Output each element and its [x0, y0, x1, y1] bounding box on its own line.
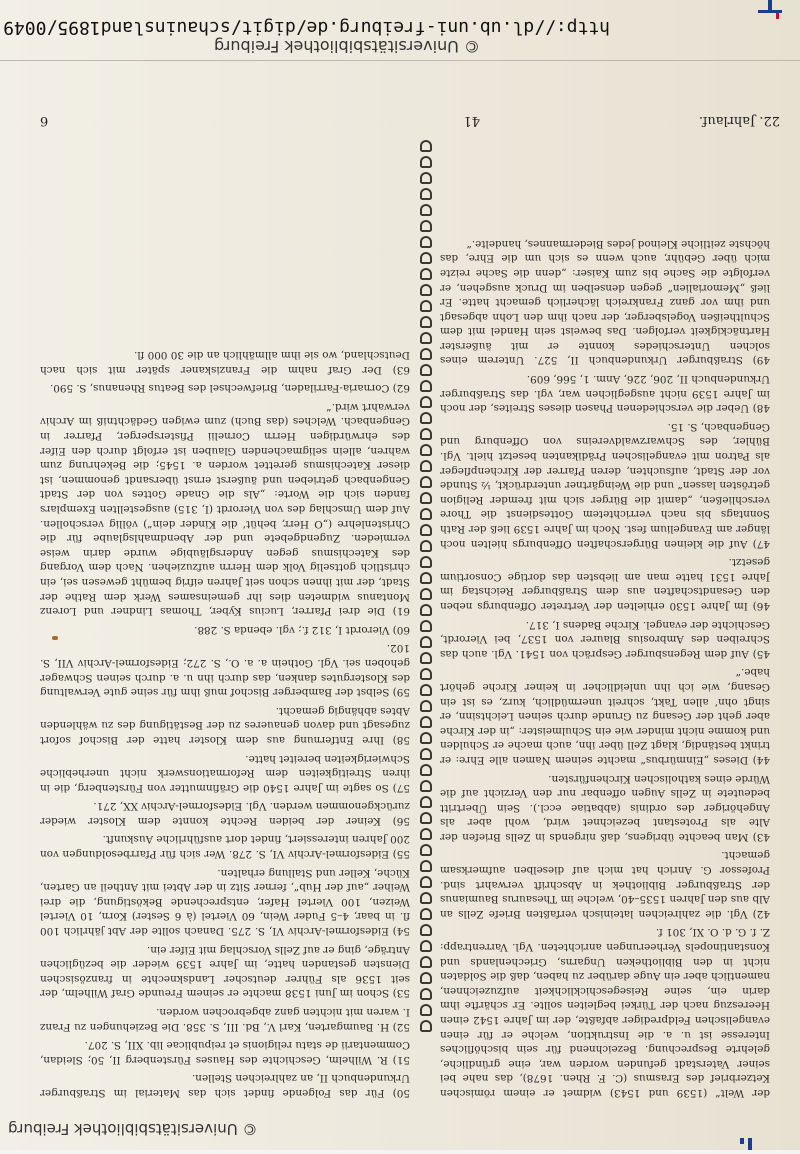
signature-mark: 6: [40, 113, 49, 128]
footnote: 60) Vierordt I, 312 f.; vgl. ebenda S. 288.: [194, 623, 410, 636]
banner-divider: [0, 60, 800, 61]
footnote: 43) Man beachte übrigens, daß nirgends in Zells Briefen der Alte als Protestant bezeichnet wird, wohl aber als Angehöriger des ordinis (abbatiae eccl.). Sein Übertritt bedeutete in Zells Augen offenbar nur den Verzicht auf die Würde eines katholischen Kirchenfürsten.: [440, 772, 770, 843]
footnote: 62) Cornaria-Farriladen, Briefwechsel des Beatus Rhenanus, S. 590.: [49, 382, 410, 395]
footnote: 42) Vgl. die zahlreichen lateinisch verfaßten Briefe Zells an Alb aus den Jahren 1535–40, welche im Thesaurus Baumianus der Straßburger Bibliothek in Abschrift verwahrt sind. Professor G. Anrich hat mich auf dieselben aufmerksam gemacht.: [440, 849, 770, 920]
library-logo-icon: [750, 0, 790, 30]
library-logo-icon: [738, 1120, 778, 1150]
footnote: 57) So sagte im Jahre 1540 die Gräfinmutter von Fürstenberg, die in ihren Streitigkeiten dem Reformationswerk nicht unerhebliche Schwierigkeiten bereitet hatte.: [40, 752, 410, 794]
footnote: 49) Straßburger Urkundenbuch II, 527. Unterem eines solchen Unterschiedes konnte er mit äußerster Hartnäckigkeit verfolgen. Das beweist sein Handel mit dem Schultheißen Vogelsberger, der nach ihm den Lohn abgesagt und ihm vor ganz Frankreich lächerlich gemacht hatte. Er ließ „Memorialien“ gegen denselben im Druck ausgehen, er verfolgte die Sache bis zum Kaiser: „denn die Sache reizte mich über Gebühr, auch wenn es sich um die Ehre, das höchste zeitliche Kleinod jedes Biedermannes, handelte.“: [440, 237, 770, 367]
footnote: 54) Eidesformel-Archiv VI, S. 275. Danach sollte der Abt jährlich 100 fl. in baar, 4–5 Fuder Wein, 60 Viertel (à 6 Sester) Korn, 10 Viertel Weizen, 100 Viertel Hafer, entsprechende Beköstigung, die drei Weiher „auf der Hub“, ferner Sitz in der Abtei mit Antheil an Garten, Küche, Keller und Stallung erhalten.: [40, 866, 410, 938]
footnote: 55) Eidesformel-Archiv VI, S. 278. Wer sich für Pfarrbesoldungen von 200 Jahren interessiert, findet dort ausführliche Auskunft.: [40, 833, 410, 861]
footnote: 56) Keiner der beiden Rechte konnte dem Kloster wieder zurückgenommen werden. Vgl. Eidesformel-Archiv XX, 271.: [40, 800, 410, 827]
copyright-notice-top: © Universitätsbibliothek Freiburg: [213, 37, 480, 56]
footnote: 47) Auf die kleinen Bürgerschaften Offenburgs hielten noch länger am Evangelium fest. Noch im Jahre 1539 ließ der Rath Sonntags bis nach verrichtetem Gottesdienst die Thore verschließen, „damit die Bürger sich mit fremder Religion getrösten lassen“ und die Weingärtner unterdrückt, ½ Stunde vor der Stadt, aufsuchten, deren Pfarrer der Kirchenpfleger als Patron mit evangelischen Prädikanten besetzt hielt. Vgl. Bühler, des Schwarzwaldvereins von Offenburg und Gengenbach, S. 15.: [440, 420, 770, 550]
footnote: 58) Ihre Entfernung aus dem Kloster hatte der Bischof sofort zugesagt und davon genaueres zu der Bestätigung des zu wählenden Abtes abhängig gemacht.: [40, 704, 410, 746]
footnote: 50) Für das Folgende findet sich das Material im Straßburger Urkundenbuch II, an zahlreichen Stellen.: [40, 1072, 410, 1099]
footnote: 61) Die drei Pfarrer, Lucius Kyber, Thomas Lindner und Lorenz Montanus widmeten dies ihr gemeinsames Werk dem Rathe der Stadt, der mit ihnen schon seit Jahren eifrig bemüht gewesen sei, ein christlich gottselig Volk dem Herrn aufzuziehen. Nach dem Vorgang des Katechismus gegen Andersgläubige wurde darin weise vermieden. Zugendgebete und der Abendmahlsglaube für die Christenlehre („O Herr, behüt’ die Kinder dein“) völlig verschollen. Auf dem Umschlag des von Vierordt (I, 315) ausgestellten Exemplars fanden sich die Worte: „Als die Gnade Gottes von der Stadt Gengenbach getrieben und äußerst ernst übersandt genommen, ist dieser Katechismus gerettet worden a. 1545; die Bekehrung zum wahren, allein seligmachenden Glauben ist erfolgt durch den Eifer des ehrwürdigen Herrn Cornelii Pfistersperger, Pfarrer in Gengenbach. Welches (das Buch) zum ewigen Gedächtniß im Archiv verwahrt wird.“: [40, 400, 410, 618]
footnote: 52) H. Baumgarten, Karl V., Bd. III, S. 358. Die Beziehungen zu Franz I. waren mit nichten ganz abgebrochen worden.: [40, 1006, 410, 1033]
footnote: 45) Auf dem Regensburger Gespräch von 1541. Vgl. auch das Schreiben des Ambrosius Blaurer von 1537, bei Vierordt, Geschichte der evangel. Kirche Badens I, 317.: [440, 618, 770, 660]
page-header: [40, 106, 780, 128]
footnotes-column-right: [440, 140, 770, 1100]
copyright-notice-bottom: © Universitätsbibliothek Freiburg: [8, 1120, 258, 1138]
footnote: 63) Der Graf nahm die Franziskaner später mit sich nach Deutschland, wo sie ihm allmählich an die 30 000 fl.: [40, 349, 410, 376]
footnote: 53) Schon im Juni 1538 machte er seinem Freunde Graf Wilhelm, der seit 1536 als Führer deutscher Landsknechte in französischen Diensten gestanden hatte, im Jahre 1539 wieder die bezüglichen Anträge, ging er auf Zells Vorschlag mit Eifer ein.: [40, 943, 410, 1000]
page-number: 41: [463, 113, 480, 128]
footnote: 46) Im Jahre 1530 erhielten der Vertreter Offenburgs neben den Gesandtschaften aus dem Straßburger Reichstag im Jahre 1531 hatte man am liebsten das dortige Consortium gesetzt.: [440, 556, 770, 612]
footnote: 59) Selbst der Bamberger Bischof muß ihm für seine gute Verwaltung des Klostergutes danken, das durch ihn u. a. durch seinen Schwager gehoben sei. Vgl. Gothein a. a. O., S. 272; Eidesformel-Archiv VII, S. 102.: [40, 642, 410, 699]
footnote: 51) R. Wilhelm, Geschichte des Hauses Fürstenberg II, 50; Sleidan, Commentarii de statu religionis et reipublicae lib. XII, S. 207.: [40, 1039, 410, 1066]
source-url[interactable]: http://dl.ub.uni-freiburg.de/digit/schauinsland1895/0049: [3, 17, 610, 38]
footnote: 44) Dieses „Einmürbus“ machte seinem Namen alle Ehre: er trinkt beständig, klagt Zell über ihn, auch mache er Schulden und komme nicht minder wie ein Schulmeister: „in der Kirche aber geht der Gesang zu Grunde durch seinen Leichtsinn, er singt ohn’ allen Takt, schreit unermüdlich, kurz, es ist ein Gesang, wie ich ihn unleidlicher in keiner Kirche gehört habe.“: [440, 666, 770, 766]
volume-label: 22. Jahrlauf.: [698, 113, 780, 128]
footnote: 48) Ueber die verschiedenen Phasen dieses Streites, der noch im Jahre 1539 nicht ausgeglichen war, vgl. das Straßburger Urkundenbuch II, 206, 226, Anm. 1, 566, 609.: [440, 373, 770, 415]
footnote: der Welt“ (1539 und 1543) widmet er einem römischen Ketzerbrief des Erasmus (C. F. Rhen. 1678), das nahe bei seiner Vaterstadt gefunden worden war, eine gründliche, gelehrte Besprechung. Bezeichnend für sein bischöfliches Interesse ist u. a. die Instruktion, welche er für einen evangelischen Feldprediger abfaßte, der im Jahre 1542 einen Heereszug nach der Türkei begleiten sollte. Er schärfte ihm darin ein, seine Reisegeschicklichkeit aufzuzeichnen, namentlich aber ein Auge darüber zu haben, daß die Soldaten nicht in den Bibliotheken Ungarns, Griechenlands und Konstantinopels Verheerungen anrichteten. Vgl. Varrentrapp: Z. f. G. d. O. XI, 301 f.: [440, 926, 770, 1099]
ornamental-divider: [417, 140, 435, 1040]
paper-blemish: [52, 636, 58, 640]
footnotes-column-left: [40, 140, 410, 1100]
